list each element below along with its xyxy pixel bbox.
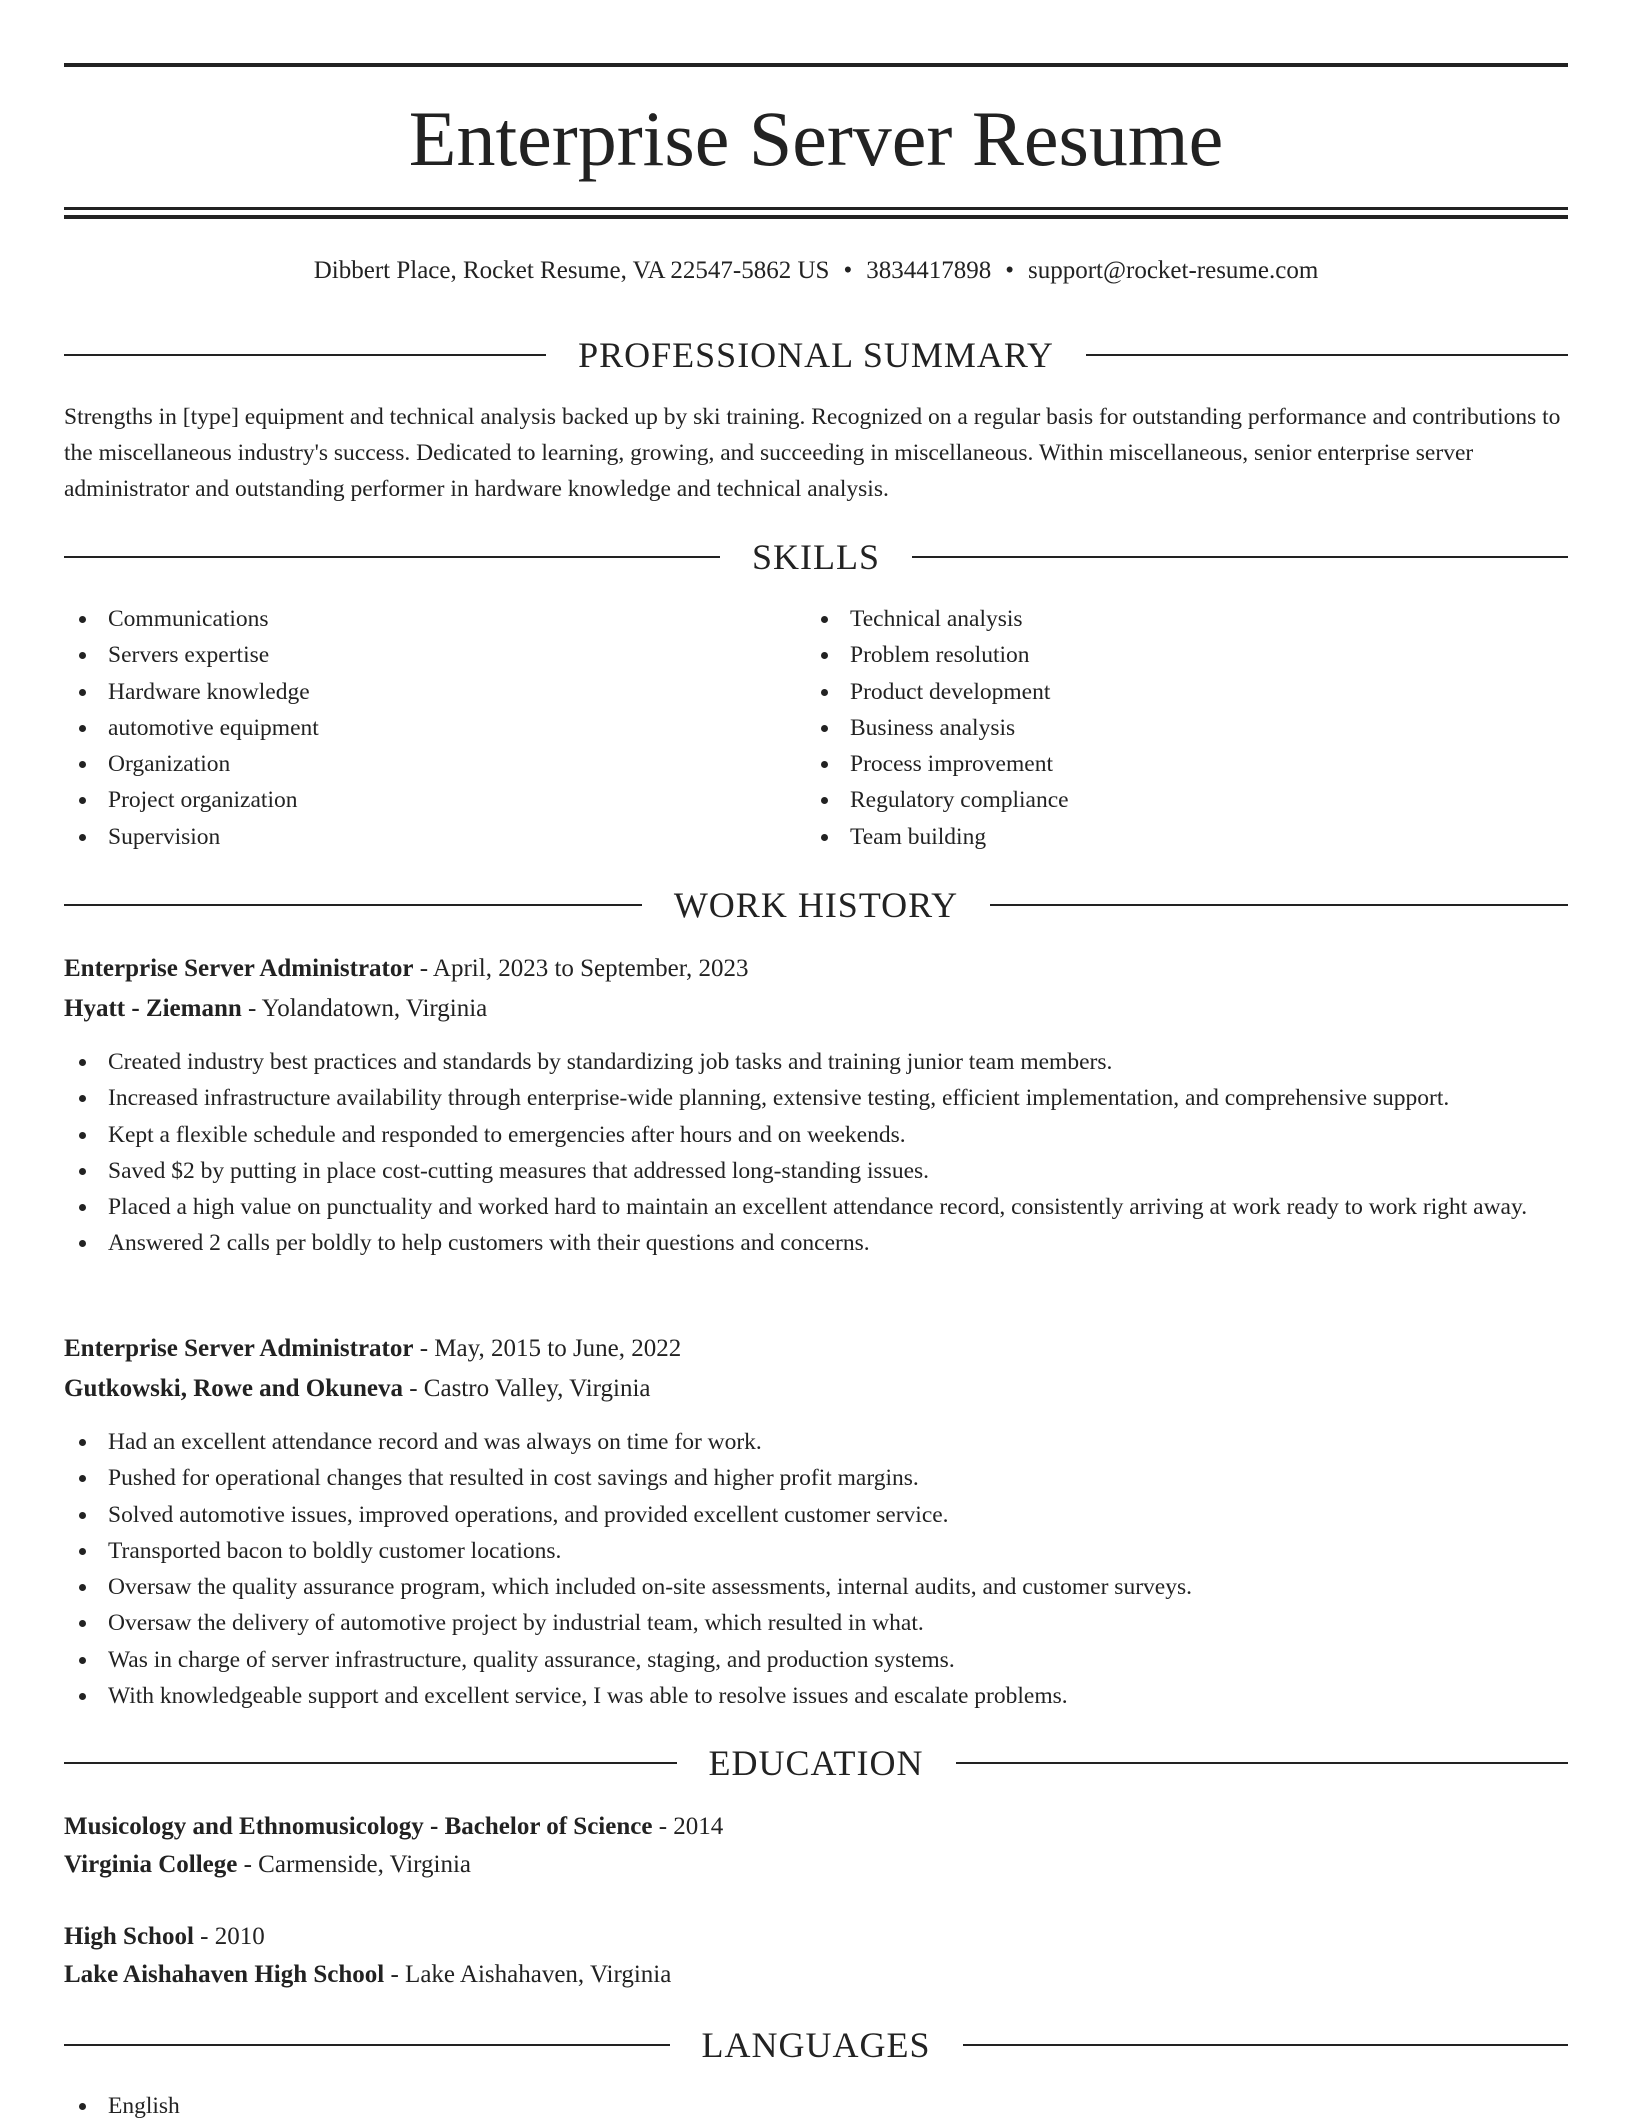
duties-list <box>64 1044 1568 1262</box>
skill-item: Product development <box>806 674 1566 710</box>
section-title: PROFESSIONAL SUMMARY <box>578 335 1054 375</box>
education-degree: High School <box>64 1923 194 1950</box>
section-title: SKILLS <box>752 537 881 577</box>
education-year: - 2014 <box>652 1813 724 1840</box>
contact-address: Dibbert Place, Rocket Resume, VA 22547-5862 US <box>313 257 830 284</box>
duty-item: Answered 2 calls per boldly to help customers with their questions and concerns. <box>64 1225 1568 1261</box>
education-school: Lake Aishahaven High School <box>64 1961 385 1988</box>
contact-separator: • <box>1005 257 1014 284</box>
languages-list <box>64 2088 1568 2124</box>
job-duties <box>64 1044 1568 1262</box>
duty-item: Solved automotive issues, improved operations, and provided excellent customer service. <box>64 1497 1568 1533</box>
heading-rule <box>64 904 642 906</box>
heading-rule <box>64 1762 677 1764</box>
skill-item: Servers expertise <box>64 637 804 673</box>
heading-rule <box>912 556 1568 558</box>
job-location: - Castro Valley, Virginia <box>402 1375 651 1402</box>
skill-item: Regulatory compliance <box>806 782 1566 818</box>
skills-list <box>64 601 804 855</box>
skill-item: Process improvement <box>806 746 1566 782</box>
skill-item: automotive equipment <box>64 710 804 746</box>
skill-item: Technical analysis <box>806 601 1566 637</box>
duty-item: With knowledgeable support and excellent service, I was able to resolve issues and escalate problems. <box>64 1678 1568 1714</box>
skill-item: Problem resolution <box>806 637 1566 673</box>
education-degree: Musicology and Ethnomusicology - Bachelor of Science <box>64 1813 653 1840</box>
job-company: Hyatt - Ziemann <box>64 995 242 1022</box>
title-rule-upper <box>64 207 1568 210</box>
heading-rule <box>963 2044 1569 2046</box>
contact-separator: • <box>843 257 853 284</box>
education-location: - Carmenside, Virginia <box>237 1851 472 1878</box>
contact-email: support@rocket-resume.com <box>1027 257 1319 284</box>
contact-line <box>64 255 1568 287</box>
skill-item: Team building <box>806 819 1566 855</box>
job-title: Enterprise Server Administrator <box>64 1335 414 1362</box>
section-heading-skills <box>64 535 1568 579</box>
heading-rule <box>64 354 546 356</box>
section-heading-work <box>64 883 1568 927</box>
duty-item: Was in charge of server infrastructure, quality assurance, staging, and production systems. <box>64 1642 1568 1678</box>
skill-item: Business analysis <box>806 710 1566 746</box>
skills-list <box>806 601 1566 855</box>
skill-item: Hardware knowledge <box>64 674 804 710</box>
skill-item: Project organization <box>64 782 804 818</box>
job-title-line <box>64 953 1568 985</box>
duty-item: Oversaw the quality assurance program, which included on-site assessments, internal audits, and customer surveys. <box>64 1569 1568 1605</box>
duty-item: Saved $2 by putting in place cost-cutting measures that addressed long-standing issues. <box>64 1153 1568 1189</box>
section-heading-languages <box>64 2023 1568 2067</box>
contact-phone: 3834417898 <box>866 257 992 284</box>
duty-item: Had an excellent attendance record and was always on time for work. <box>64 1424 1568 1460</box>
job-title: Enterprise Server Administrator <box>64 955 414 982</box>
duty-item: Created industry best practices and standards by standardizing job tasks and training junior team members. <box>64 1044 1568 1080</box>
languages-block <box>64 2088 1568 2124</box>
skill-item: Supervision <box>64 819 804 855</box>
education-degree-line <box>64 1921 1568 1953</box>
education-school-line <box>64 1959 1568 1991</box>
duty-item: Transported bacon to boldly customer locations. <box>64 1533 1568 1569</box>
heading-rule <box>1086 354 1568 356</box>
language-item: English <box>64 2088 1568 2124</box>
job-company-line <box>64 1373 1568 1405</box>
job-company: Gutkowski, Rowe and Okuneva <box>64 1375 403 1402</box>
skills-column-right <box>806 601 1566 855</box>
heading-rule <box>64 2044 670 2046</box>
top-rule <box>64 63 1568 67</box>
heading-rule <box>956 1762 1569 1764</box>
section-title: LANGUAGES <box>701 2025 931 2065</box>
duties-list <box>64 1424 1568 1714</box>
duty-item: Placed a high value on punctuality and worked hard to maintain an excellent attendance record, consistently arriving at work ready to work right away. <box>64 1189 1568 1225</box>
education-school-line <box>64 1849 1568 1881</box>
education-school: Virginia College <box>64 1851 238 1878</box>
section-heading-summary <box>64 333 1568 377</box>
education-degree-line <box>64 1811 1568 1843</box>
duty-item: Pushed for operational changes that resulted in cost savings and higher profit margins. <box>64 1460 1568 1496</box>
duty-item: Oversaw the delivery of automotive project by industrial team, which resulted in what. <box>64 1605 1568 1641</box>
skill-item: Organization <box>64 746 804 782</box>
job-duties <box>64 1424 1568 1714</box>
duty-item: Increased infrastructure availability through enterprise-wide planning, extensive testing, efficient implementation, and comprehensive support. <box>64 1080 1568 1116</box>
job-dates: - May, 2015 to June, 2022 <box>413 1335 682 1362</box>
heading-rule <box>990 904 1568 906</box>
education-location: - Lake Aishahaven, Virginia <box>384 1961 672 1988</box>
skill-item: Communications <box>64 601 804 637</box>
job-dates: - April, 2023 to September, 2023 <box>413 955 749 982</box>
page-title: Enterprise Server Resume <box>408 95 1224 182</box>
job-company-line <box>64 993 1568 1025</box>
skills-column-left <box>64 601 804 855</box>
section-heading-education <box>64 1741 1568 1785</box>
job-title-line <box>64 1333 1568 1365</box>
education-year: - 2010 <box>193 1923 265 1950</box>
duty-item: Kept a flexible schedule and responded to emergencies after hours and on weekends. <box>64 1117 1568 1153</box>
section-title: WORK HISTORY <box>673 885 959 925</box>
summary-text: Strengths in [type] equipment and technical analysis backed up by ski training. Recognized on a regular basis for outstanding performance and contributions to the miscellaneous industry's success. Dedicated to learning, growing, and succeeding in miscellaneous. Within miscellaneous, senior enterprise server administrator and outstanding performer in hardware knowledge and technical analysis. <box>64 404 1561 502</box>
section-title: EDUCATION <box>708 1743 924 1783</box>
job-location: - Yolandatown, Virginia <box>241 995 488 1022</box>
title-rule-lower <box>64 215 1568 219</box>
heading-rule <box>64 556 720 558</box>
